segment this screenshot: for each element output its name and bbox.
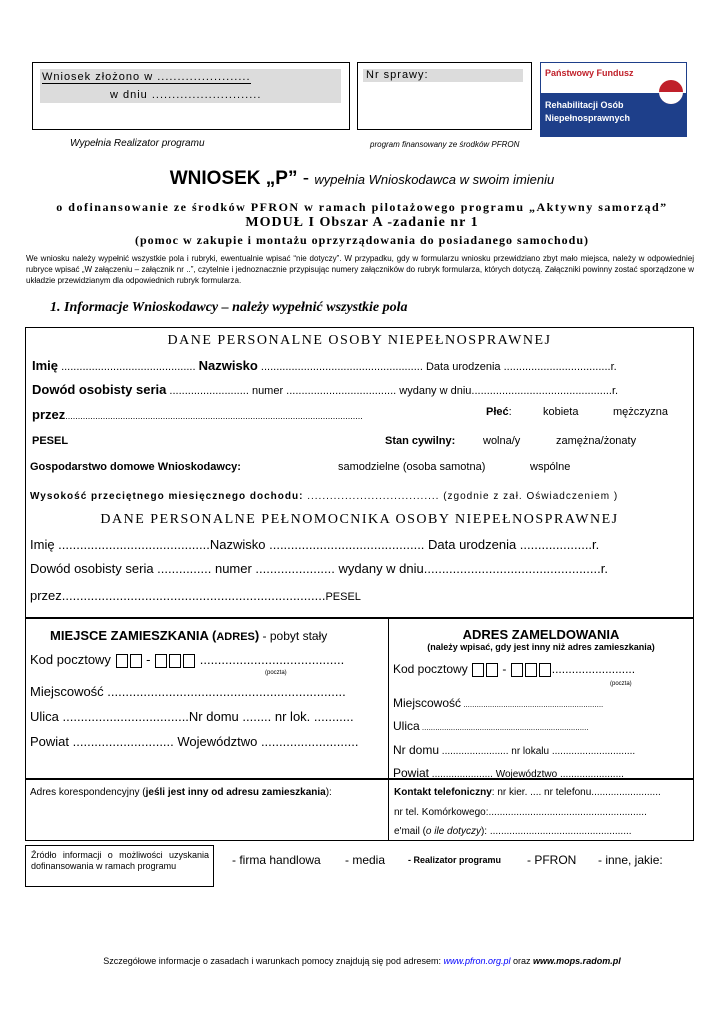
first-name-label: Imię xyxy=(32,358,59,373)
proxy-pesel-label: PESEL xyxy=(325,591,361,603)
residence-postcode-row: Kod pocztowy - ........................................ xyxy=(30,652,345,667)
filled-by-realizator-label: Wypełnia Realizator programu xyxy=(70,138,205,149)
id-series-label: Dowód osobisty seria xyxy=(32,382,167,397)
title-line-2: o dofinansowanie ze środków PFRON w ramach pilotażowego programu „Aktywny samorząd” xyxy=(56,200,668,214)
postcode-digit-box[interactable] xyxy=(472,663,484,677)
case-number-label: Nr sprawy: xyxy=(366,69,429,81)
proxy-name-row[interactable]: Imię ..........................................Nazwisko ........................................... Data urodzenia ....................r. xyxy=(30,537,600,552)
phone-label: Kontakt telefoniczny xyxy=(394,787,492,798)
source-label: Źródło informacji o możliwości uzyskania dofinansowania w ramach programu xyxy=(31,850,209,871)
title-sub: wypełnia Wnioskodawca w swoim imieniu xyxy=(314,172,555,187)
household-alone-option[interactable]: samodzielne (osoba samotna) xyxy=(338,461,486,473)
proxy-issued-field[interactable]: przez......................................................................... xyxy=(30,588,326,603)
income-row xyxy=(30,491,618,502)
postcode-digit-box[interactable] xyxy=(155,654,167,668)
section-1-heading: 1. Informacje Wnioskodawcy – należy wypełnić wszystkie pola xyxy=(50,300,408,315)
residence-city-field[interactable]: Miejscowość .................................................................. xyxy=(30,684,346,699)
postcode-digit-box[interactable] xyxy=(525,663,537,677)
marital-status-label: Stan cywilny: xyxy=(385,435,456,447)
page-title xyxy=(0,168,724,190)
residence-postcode-label: Kod pocztowy xyxy=(30,652,111,667)
first-name-field[interactable]: ............................................ xyxy=(58,361,199,373)
name-row xyxy=(32,358,617,373)
proxy-id-row[interactable]: Dowód osobisty seria ............... numer ...................... wydany w dniu.................................................r. xyxy=(30,561,608,576)
sex-male-option[interactable]: mężczyzna xyxy=(613,406,669,418)
residence-county-field[interactable]: Powiat ............................ Województwo ........................... xyxy=(30,734,359,749)
source-option-media[interactable]: - media xyxy=(345,853,386,867)
registration-city-field[interactable]: ............................................................... xyxy=(461,700,604,709)
logo-line-3: Niepełnosprawnych xyxy=(545,113,631,123)
residence-post-office-field[interactable]: ........................................ xyxy=(196,652,345,667)
postcode-digit-box[interactable] xyxy=(486,663,498,677)
sex-female-option[interactable]: kobieta xyxy=(543,406,579,418)
sex-label-colon: : xyxy=(508,406,512,418)
registration-post-office-field[interactable]: ......................... xyxy=(551,662,636,676)
intro-text: We wniosku należy wypełnić wszystkie pola i rubryki, ewentualnie wpisać “nie dotyczy”. W przypadku, gdy w formularzu wniosku przewidziano zbyt mało miejsca, należy w odpowiedniej rubryce wpisać „W załączeniu – załącznik nr ..”, czytelnie i jednoznacznie przypisując numery załączników do rubryk formularza, których dotyczą. Załączniki powinny zostać sporządzone w układzie przewidzianym dla odpowiednich rubryk formularza. xyxy=(26,254,694,285)
proxy-heading: DANE PERSONALNE PEŁNOMOCNIKA OSOBY NIEPEŁNOSPRAWNEJ xyxy=(100,512,619,527)
email-row[interactable]: e'mail (o ile dotyczy): ................................................... xyxy=(394,826,632,837)
sex-label: Płeć xyxy=(486,406,509,418)
mobile-row[interactable]: nr tel. Komórkowego:......................................................... xyxy=(394,807,647,818)
marital-married-option[interactable]: zamężna/żonaty xyxy=(556,435,637,447)
title-line-4: (pomoc w zakupie i montażu oprzyrządowania do posiadanego samochodu) xyxy=(134,233,590,247)
correspondence-label[interactable]: Adres korespondencyjny (jeśli jest inny od adresu zamieszkania): xyxy=(30,787,332,798)
postcode-digit-box[interactable] xyxy=(539,663,551,677)
registration-street-label: Ulica xyxy=(393,719,420,733)
marital-single-option[interactable]: wolna/y xyxy=(483,435,521,447)
registration-heading: ADRES ZAMELDOWANIA xyxy=(462,627,620,642)
registration-note: (należy wpisać, gdy jest inny niż adres zamieszkania) xyxy=(427,642,655,652)
household-label: Gospodarstwo domowe Wnioskodawcy: xyxy=(30,461,241,473)
registration-street-row xyxy=(393,717,589,735)
logo-line-2: Rehabilitacji Osób xyxy=(545,100,624,110)
postcode-digit-box[interactable] xyxy=(116,654,128,668)
case-number-field[interactable] xyxy=(363,69,523,82)
pfron-link[interactable]: www.pfron.org.pl xyxy=(443,956,511,966)
registration-house-label: Nr domu xyxy=(393,743,440,757)
pesel-label: PESEL xyxy=(32,435,69,447)
postcode-digit-box[interactable] xyxy=(130,654,142,668)
surname-birthdate-field[interactable]: ..................................................... Data urodzenia ...................................r. xyxy=(257,361,617,373)
issued-by-label: przez xyxy=(32,407,66,422)
mops-link[interactable]: www.mops.radom.pl xyxy=(533,956,621,966)
issued-by-row xyxy=(32,406,363,424)
source-option-pfron[interactable]: - PFRON xyxy=(527,853,577,867)
proxy-issued-row xyxy=(30,587,361,605)
submitted-in-label: Wniosek złożono w ....................... xyxy=(42,71,251,83)
registration-post-office-caption: (poczta) xyxy=(610,681,632,687)
phone-row[interactable]: Kontakt telefoniczny: nr kier. .... nr telefonu......................... xyxy=(394,787,661,798)
logo-line-1: Państwowy Fundusz xyxy=(545,68,634,78)
postcode-digit-box[interactable] xyxy=(511,663,523,677)
title-main: WNIOSEK „P” xyxy=(169,168,298,189)
source-option-shop[interactable]: - firma handlowa xyxy=(232,853,321,867)
financed-by-label: program finansowany ze środków PFRON xyxy=(370,140,520,149)
footer-text: Szczegółowe informacje o zasadach i warunkach pomocy znajdują się pod adresem: www.pfron.org.pl oraz www.mops.radom.pl xyxy=(103,956,621,966)
residence-post-office-caption: (poczta) xyxy=(265,670,287,676)
id-row xyxy=(32,382,618,397)
submission-date-field[interactable] xyxy=(40,69,341,103)
title-dash: - xyxy=(297,168,315,189)
registration-county-field[interactable]: ...................... Województwo ....................... xyxy=(429,769,624,780)
pfron-logo xyxy=(540,62,687,137)
residence-street-field[interactable]: Ulica ...................................Nr domu ........ nr lok. ........... xyxy=(30,709,354,724)
income-field[interactable]: ................................... (zgodnie z zał. Oświadczeniem ) xyxy=(303,491,619,502)
disabled-person-heading: DANE PERSONALNE OSOBY NIEPEŁNOSPRAWNEJ xyxy=(167,333,552,348)
id-details-field[interactable]: .......................... numer .................................... wydany w dniu..............................................r. xyxy=(166,385,619,397)
logo-emblem-icon xyxy=(659,80,683,104)
registration-city-row xyxy=(393,694,603,712)
submitted-date-label: w dniu ........................... xyxy=(110,89,262,101)
source-option-realizator[interactable]: - Realizator programu xyxy=(408,855,502,865)
residence-heading: MIEJSCE ZAMIESZKANIA (ADRES) - pobyt stały xyxy=(50,628,328,643)
registration-county-label: Powiat xyxy=(393,766,430,780)
surname-label: Nazwisko xyxy=(198,358,258,373)
source-option-other[interactable]: - inne, jakie: xyxy=(598,853,663,867)
registration-house-field[interactable]: ........................ nr lokalu .............................. xyxy=(439,746,636,757)
household-shared-option[interactable]: wspólne xyxy=(530,461,571,473)
sex-label-wrap xyxy=(486,406,512,418)
registration-street-field[interactable]: ........................................................................... xyxy=(419,723,589,732)
postcode-digit-box[interactable] xyxy=(183,654,195,668)
issued-by-field[interactable]: ....................................................................................................................... xyxy=(65,411,363,421)
postcode-digit-box[interactable] xyxy=(169,654,181,668)
title-line-3: MODUŁ I Obszar A -zadanie nr 1 xyxy=(245,215,479,230)
income-label: Wysokość przeciętnego miesięcznego dochodu: xyxy=(30,491,304,502)
registration-city-label: Miejscowość xyxy=(393,696,462,710)
registration-postcode-row: Kod pocztowy - ......................... xyxy=(393,662,636,676)
registration-postcode-label: Kod pocztowy xyxy=(393,662,468,676)
registration-house-row xyxy=(393,741,635,759)
